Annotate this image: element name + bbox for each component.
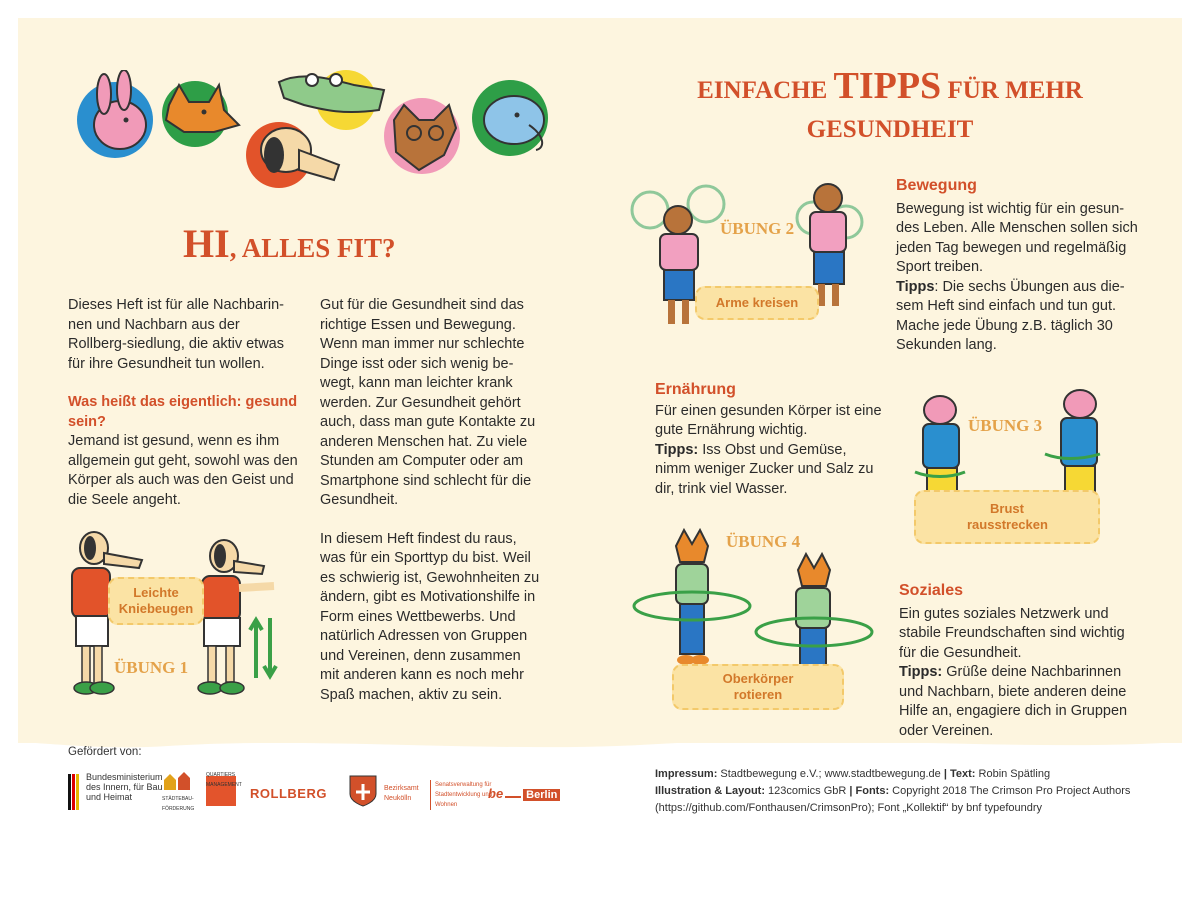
answer-paragraph: Jemand ist gesund, wenn es ihm allgemein gut geht, sowohl was den Körper als auch was den Geist und die Seele angeht.	[68, 433, 298, 508]
fox-figure-left	[676, 530, 709, 665]
fonts-value: Copyright 2018 The Crimson Pro Project Authors (https://github.com/Fonthausen/CrimsonPro); Font „Kollektif“ by bnf typefoundry	[655, 785, 1131, 814]
owl-mascot-icon	[384, 98, 460, 174]
bmi-logo-text: Bundesministerium des Innern, für Bau und Heimat	[86, 772, 163, 802]
exercise-4-pill	[672, 664, 844, 710]
soziales-tipps-label: Tipps:	[899, 664, 943, 680]
mascot-row	[74, 70, 554, 195]
text-label: Text:	[949, 768, 976, 780]
bewegung-tipps-label: Tipps	[896, 278, 935, 295]
exercise-2-pill-label: Arme kreisen	[715, 295, 799, 310]
soziales-section	[899, 581, 1144, 741]
be-mark-icon: be	[488, 786, 504, 801]
staedtebau-logo	[162, 770, 196, 814]
illustration-label: Illustration & Layout:	[655, 785, 765, 797]
intro-paragraph: Dieses Heft ist für alle Nachbarin-nen und Nachbarn aus der Rollberg-siedlung, die aktiv etwas für ihre Gesundheit tun wollen.	[68, 297, 284, 372]
illustration-value: 123comics GbR	[765, 785, 850, 797]
bewegung-heading: Bewegung	[896, 177, 977, 194]
ernaehrung-heading: Ernährung	[655, 381, 736, 398]
imprint-label: Impressum:	[655, 768, 718, 780]
rabbit-mascot-icon	[77, 70, 153, 158]
left-page-title	[183, 222, 396, 270]
soziales-tipps-text: Grüße deine Nachbarinnen und Nachbarn, biete anderen deine Hilfe an, engagiere dich in Gruppen oder Vereinen.	[899, 664, 1128, 739]
text-value: Robin Spätling	[975, 768, 1051, 780]
fox-mascot-icon	[162, 81, 239, 147]
exercise-1-pill	[108, 577, 204, 625]
title-tipps: TIPPS	[833, 65, 942, 107]
dog-mascot-icon	[246, 122, 339, 188]
health-column	[320, 296, 542, 705]
bewegung-section	[896, 176, 1141, 356]
ernaehrung-section	[655, 380, 885, 499]
berlin-logo	[488, 786, 560, 801]
health-paragraph-2: In diesem Heft findest du raus, was für ein Sporttyp du bist. Weil es schwierig ist, Gewohnheiten zu ändern, gibt es Motivationshilfe in Form eines Wettbewerbs. Und natürlich Adressen von Gruppen und Vereinen, denn zusammen mit anderen kann es noch mehr Spaß machen, aktiv zu sein.	[320, 530, 540, 703]
imprint	[655, 766, 1175, 817]
exercise-4-pill-label: Oberkörper rotieren	[722, 671, 794, 702]
title-hi: HI	[183, 221, 230, 266]
ernaehrung-tipps-label: Tipps:	[655, 441, 699, 458]
up-down-arrows-icon	[250, 618, 276, 678]
senat-logo-text: Senatsverwaltung für Stadtentwicklung und Wohnen	[430, 780, 495, 810]
ernaehrung-text: Für einen gesunden Körper ist eine gute Ernährung wichtig.	[655, 402, 882, 438]
dog-squatting-figure	[198, 540, 274, 694]
title-einfache: EINFACHE	[697, 77, 834, 104]
bmi-logo	[64, 770, 164, 814]
exercise-2-pill	[695, 286, 819, 320]
bewegung-text: Bewegung ist wichtig für ein gesun-des Leben. Alle Menschen sollen sich jeden Tag bewegen und regelmäßig Sport treiben.	[896, 200, 1138, 275]
exercise-3-pill-label: Brust rausstrecken	[967, 501, 1048, 532]
ernaehrung-tipps-text: Iss Obst und Gemüse, nimm weniger Zucker und Salz zu dir, trink viel Wasser.	[655, 441, 874, 497]
brandenburg-gate-icon	[505, 786, 521, 798]
exercise-1-pill-label: Leichte Kniebeugen	[118, 585, 194, 616]
neukoelln-logo	[348, 774, 493, 814]
rotation-arrows-icon	[634, 592, 872, 646]
title-fuer-mehr: FÜR MEHR	[941, 77, 1083, 104]
bewegung-tipps-text: : Die sechs Übungen aus die-sem Heft sind einfach und tun gut. Mache jede Übung z.B. täglich 30 Sekunden lang.	[896, 278, 1125, 353]
neukoelln-logo-text: Bezirksamt Neukölln	[384, 785, 419, 802]
coat-of-arms-icon	[348, 774, 378, 808]
right-page-title	[655, 62, 1125, 142]
exercise-3-pill	[914, 490, 1100, 544]
houses-icon	[162, 770, 194, 792]
imprint-separator-2: |	[849, 785, 856, 797]
question-heading: Was heißt das eigentlich: gesund sein?	[68, 394, 298, 430]
exercise-1-label: ÜBUNG 1	[114, 658, 189, 677]
title-gesundheit: GESUNDHEIT	[806, 116, 974, 143]
funded-by-label: Gefördert von:	[68, 746, 142, 758]
exercise-4-label: ÜBUNG 4	[726, 532, 801, 551]
eagle-icon	[64, 770, 86, 810]
imprint-value: Stadtbewegung e.V.; www.stadtbewegung.de	[717, 768, 944, 780]
crocodile-mascot-icon	[279, 70, 384, 130]
owl-arms-up-figure	[660, 206, 698, 324]
title-alles-fit: , ALLES FIT?	[229, 233, 396, 263]
qm-logo	[206, 770, 240, 814]
health-paragraph-1: Gut für die Gesundheit sind das richtige Essen und Bewegung. Wenn man immer nur schlechte Dinge isst oder sich wenig be-wegt, kann man leichter krank werden. Zur Gesundheit gehört auch, dass man gute Kontakte zu anderen Menschen hat. Zu viele Stunden am Computer oder am Smartphone sind schlecht für die Gesundheit.	[320, 297, 536, 508]
qm-logo-text: QUARTIERS MANAGEMENT	[206, 772, 242, 788]
elephant-mascot-icon	[472, 80, 548, 156]
exercise-3-label: ÜBUNG 3	[968, 416, 1043, 435]
exercise-2-label: ÜBUNG 2	[720, 219, 795, 238]
rollberg-logo: ROLLBERG	[250, 786, 327, 801]
intro-column	[68, 296, 300, 510]
berlin-logo-text: Berlin	[523, 789, 560, 801]
soziales-heading: Soziales	[899, 582, 964, 599]
imprint-separator-1: |	[943, 768, 950, 780]
fonts-label: Fonts:	[855, 785, 890, 797]
staedtebau-logo-text: STÄDTEBAU-FÖRDERUNG	[162, 796, 195, 812]
soziales-text: Ein gutes soziales Netzwerk und stabile Freundschaften sind wichtig für die Gesundheit.	[899, 605, 1125, 661]
